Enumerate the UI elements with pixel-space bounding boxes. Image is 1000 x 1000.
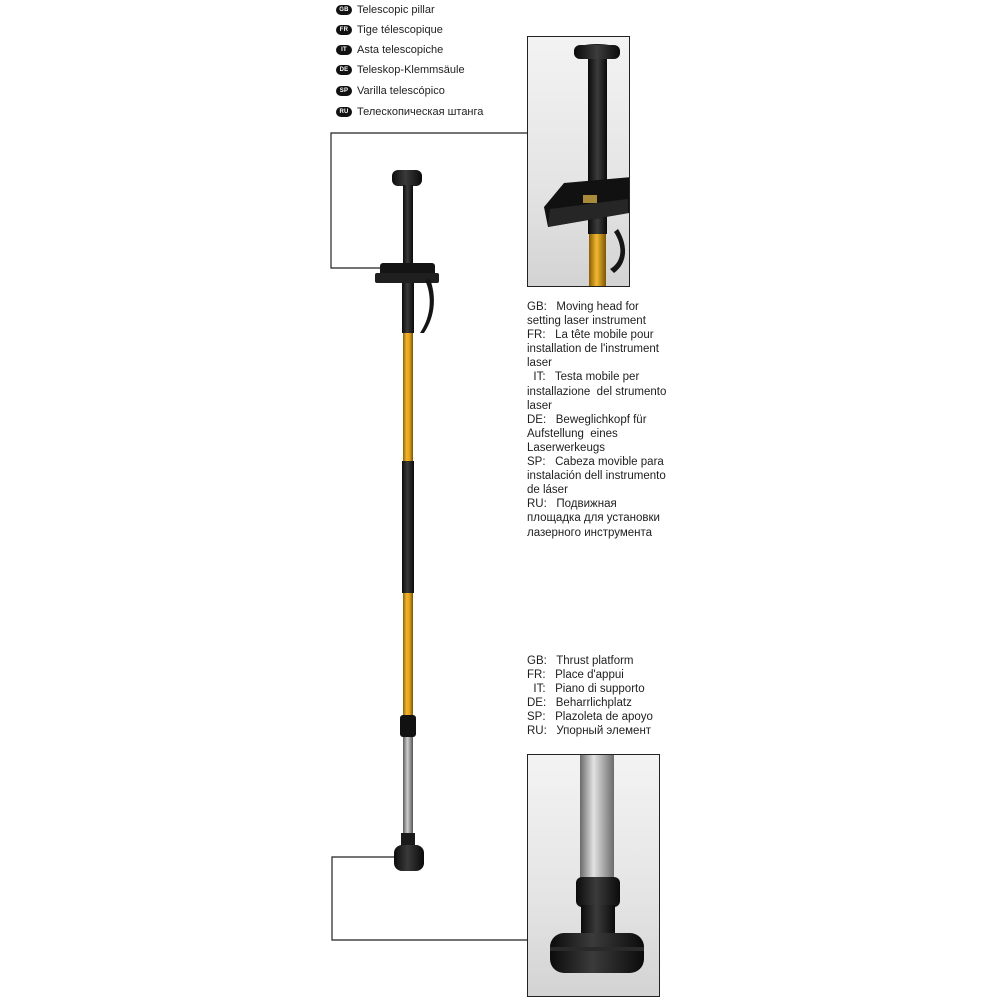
legend-label: Телескопическая штанга — [357, 106, 484, 118]
moving-head-photo — [527, 36, 630, 287]
description-line: DE: Beweglichkopf für — [527, 413, 647, 426]
language-badge: FR — [336, 25, 352, 35]
description-line: FR: La tête mobile pour — [527, 329, 654, 342]
description-line: DE: Beharrlichplatz — [527, 697, 632, 710]
description-line: laser — [527, 357, 552, 370]
description-line: instalación dell instrumento — [527, 470, 666, 483]
legend-label: Varilla telescópico — [357, 85, 445, 97]
language-badge: SP — [336, 86, 352, 96]
moving-head-description — [527, 300, 707, 540]
language-badge: IT — [336, 45, 352, 55]
telescopic-pillar-image — [370, 165, 450, 877]
description-line: SP: Plazoleta de apoyo — [527, 711, 653, 724]
language-badge: GB — [336, 5, 352, 15]
description-line: GB: Thrust platform — [527, 655, 634, 667]
description-line: setting laser instrument — [527, 315, 646, 328]
description-line: installazione del strumento — [527, 385, 667, 398]
description-line: IT: Piano di supporto — [527, 683, 645, 696]
description-line: Aufstellung eines — [527, 427, 618, 440]
description-line: RU: Подвижная — [527, 498, 617, 511]
description-line: de láser — [527, 484, 568, 497]
thrust-platform-description — [527, 654, 707, 739]
description-line: GB: Moving head for — [527, 301, 639, 313]
legend-label: Teleskop-Klemmsäule — [357, 64, 465, 76]
description-line: FR: Place d'appui — [527, 669, 624, 682]
legend-label: Telescopic pillar — [357, 4, 435, 16]
description-line: площадка для установки — [527, 512, 660, 525]
language-badge: RU — [336, 107, 352, 117]
description-line: IT: Testa mobile per — [527, 371, 640, 384]
description-line: SP: Cabeza movible para — [527, 456, 664, 469]
description-line: лазерного инструмента — [527, 526, 653, 539]
description-line: laser — [527, 399, 552, 412]
description-line: Laserwerkeugs — [527, 441, 605, 454]
description-line: RU: Упорный элемент — [527, 725, 652, 738]
thrust-platform-photo — [527, 754, 660, 997]
legend-label: Tige télescopique — [357, 24, 443, 36]
description-line: installation de l'instrument — [527, 343, 659, 356]
language-badge: DE — [336, 65, 352, 75]
legend-label: Asta telescopiche — [357, 44, 444, 56]
